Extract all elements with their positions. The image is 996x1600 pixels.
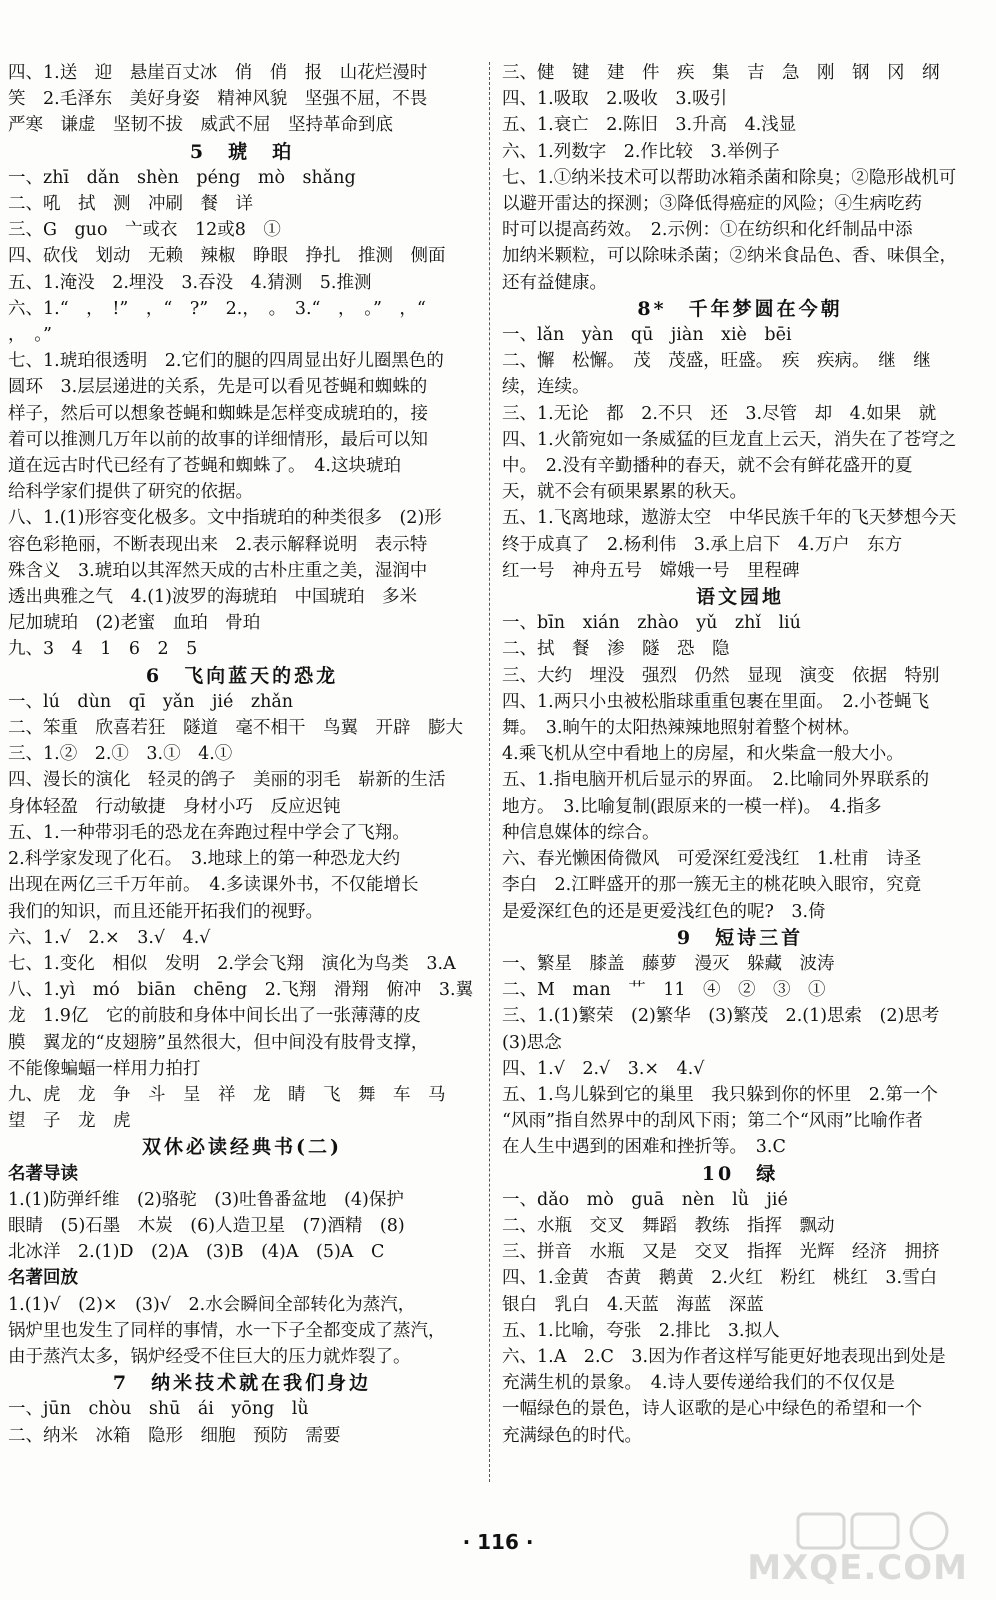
sub-heading: 名著导读: [8, 1163, 78, 1184]
section-heading: 8* 千年梦圆在今朝: [637, 297, 843, 320]
answer-line: 容色彩艳丽，不断表现出来 2.表示解释说明 表示特: [8, 534, 428, 555]
answer-line: 充满绿色的时代。: [502, 1425, 642, 1446]
answer-line: 红一号 神舟五号 嫦娥一号 里程碑: [502, 560, 800, 581]
answer-line: 五、1.淹没 2.埋没 3.吞没 4.猜测 5.推测: [8, 272, 372, 293]
answer-line: 五、1.指电脑开机后显示的界面。 2.比喻同外界联系的: [502, 770, 930, 791]
answer-line: 五、1.比喻，夸张 2.排比 3.拟人: [502, 1320, 780, 1341]
answer-line: 一、dǎo mò guā nèn lǜ jié: [502, 1189, 788, 1210]
answer-line: 地方。 3.比喻复制(跟原来的一模一样)。 4.指多: [502, 796, 882, 817]
answer-line: 三、G guo 亠或衣 12或8 ①: [8, 220, 281, 241]
answer-line: 李白 2.江畔盛开的那一簇无主的桃花映入眼帘，究竟: [502, 875, 922, 896]
section-heading: 5 琥 珀: [189, 140, 295, 163]
answer-line: 二、懈 松懈。 茂 茂盛，旺盛。 疾 疾病。 继 继: [502, 351, 931, 372]
answer-line: 八、1.yì mó biān chēng 2.飞翔 滑翔 俯冲 3.翼: [8, 980, 474, 1001]
answer-line: 2.科学家发现了化石。 3.地球上的第一种恐龙大约: [8, 849, 401, 870]
answer-line: 一、lǎn yàn qū jiàn xiè bēi: [502, 325, 792, 346]
answer-line: 银白 乳白 4.天蓝 海蓝 深蓝: [502, 1294, 764, 1315]
left-answer-column: [8, 60, 476, 1449]
answer-line: 4.乘飞机从空中看地上的房屋，和火柴盒一般大小。: [502, 744, 904, 765]
section-heading: 语文园地: [695, 586, 784, 609]
answer-line: 一幅绿色的景色，诗人讴歌的是心中绿色的希望和一个: [502, 1399, 922, 1420]
answer-line: 不能像蝙蝠一样用力拍打: [8, 1058, 201, 1079]
answer-line: 一、zhī dǎn shèn péng mò shǎng: [8, 167, 356, 188]
answer-line: 舞。 3.晌午的太阳热辣辣地照射着整个树林。: [502, 718, 860, 739]
answer-line: 龙 1.9亿 它的前肢和身体中间长出了一张薄薄的皮: [8, 1006, 421, 1027]
answer-line: 八、1.(1)形容变化极多。文中指琥珀的种类很多 (2)形: [8, 508, 442, 529]
answer-line: 尼加琥珀 (2)老蜜 血珀 骨珀: [8, 613, 261, 634]
answer-line: ， 。”: [8, 325, 52, 346]
watermark-logo: [747, 1508, 974, 1588]
answer-line: 我们的知识，而且还能开拓我们的视野。: [8, 901, 323, 922]
answer-line: 五、1.衰亡 2.陈旧 3.升高 4.浅显: [502, 115, 797, 136]
answer-line: 二、水瓶 交叉 舞蹈 教练 指挥 飘动: [502, 1215, 835, 1236]
answer-line: 六、1.√ 2.× 3.√ 4.√: [8, 927, 211, 948]
answer-line: 七、1.变化 相似 发明 2.学会飞翔 演化为鸟类 3.A: [8, 953, 456, 974]
answer-line: 四、1.两只小虫被松脂球重重包裹在里面。 2.小苍蝇飞: [502, 691, 930, 712]
watermark-text: MXQE.COM: [747, 1548, 968, 1588]
page-number: · 116 ·: [462, 1530, 534, 1554]
answer-line: 二、M man 艹 11 ④ ② ③ ①: [502, 980, 826, 1001]
answer-line: 二、纳米 冰箱 隐形 细胞 预防 需要: [8, 1425, 341, 1446]
answer-line: 还有益健康。: [502, 272, 607, 293]
answer-line: 望 子 龙 虎: [8, 1111, 131, 1132]
answer-line: 1.(1)防弹纤维 (2)骆驼 (3)吐鲁番盆地 (4)保护: [8, 1189, 404, 1210]
answer-line: 续，连续。: [502, 377, 590, 398]
answer-line: 以避开雷达的探测；③降低得癌症的风险；④生病吃药: [502, 194, 922, 215]
section-heading: 双休必读经典书(二): [142, 1136, 342, 1159]
answer-line: 九、3 4 1 6 2 5: [8, 639, 198, 660]
answer-line: 着可以推测几万年以前的故事的详细情形，最后可以知: [8, 429, 428, 450]
answer-line: 六、1.“ ， !” ，“ ?” 2.， 。 3.“ ， 。” ，“: [8, 298, 426, 319]
answer-line: 严寒 谦虚 坚韧不拔 威武不屈 坚持革命到底: [8, 115, 393, 136]
section-heading: 9 短诗三首: [676, 926, 804, 949]
answer-line: 六、春光懒困倚微风 可爱深红爱浅红 1.杜甫 诗圣: [502, 849, 922, 870]
answer-line: 二、吼 拭 测 冲刷 餐 详: [8, 194, 253, 215]
answer-line: 一、繁星 膝盖 藤萝 漫灭 躲藏 波涛: [502, 953, 835, 974]
answer-line: 身体轻盈 行动敏捷 身材小巧 反应迟钝: [8, 796, 341, 817]
answer-line: 1.(1)√ (2)× (3)√ 2.水会瞬间全部转化为蒸汽，: [8, 1294, 416, 1315]
answer-line: 七、1.①纳米技术可以帮助冰箱杀菌和除臭；②隐形战机可: [502, 167, 957, 188]
answer-line: 给科学家们提供了研究的依据。: [8, 482, 253, 503]
answer-line: 九、虎 龙 争 斗 呈 祥 龙 睛 飞 舞 车 马: [8, 1084, 446, 1105]
section-heading: 7 纳米技术就在我们身边: [112, 1372, 372, 1395]
answer-line: 三、1.② 2.① 3.① 4.①: [8, 744, 233, 765]
answer-line: 中。 2.没有辛勤播种的春天，就不会有鲜花盛开的夏: [502, 456, 913, 477]
answer-line: 充满生机的景象。 4.诗人要传递给我们的不仅仅是: [502, 1373, 895, 1394]
answer-line: 终于成真了 2.杨利伟 3.承上启下 4.万户 东方: [502, 534, 903, 555]
answer-line: 出现在两亿三千万年前。 4.多读课外书，不仅能增长: [8, 875, 419, 896]
answer-line: 天，就不会有硕果累累的秋天。: [502, 482, 747, 503]
answer-line: 种信息媒体的综合。: [502, 822, 660, 843]
answer-line: 四、漫长的演化 轻灵的鸽子 美丽的羽毛 崭新的生活: [8, 770, 446, 791]
answer-line: 五、1.鸟儿躲到它的巢里 我只躲到你的怀里 2.第一个: [502, 1084, 938, 1105]
answer-line: 在人生中遇到的困难和挫折等。 3.C: [502, 1137, 786, 1158]
answer-line: 五、1.飞离地球，遨游太空 中华民族千年的飞天梦想今天: [502, 508, 957, 529]
answer-line: 北冰洋 2.(1)D (2)A (3)B (4)A (5)A C: [8, 1242, 385, 1263]
answer-line: 四、1.吸取 2.吸收 3.吸引: [502, 89, 728, 110]
answer-line: 四、砍伐 划动 无赖 辣椒 睁眼 挣扎 推测 侧面: [8, 246, 446, 267]
answer-line: 四、1.√ 2.√ 3.× 4.√: [502, 1058, 705, 1079]
answer-line: “风雨”指自然界中的刮风下雨；第二个“风雨”比喻作者: [502, 1111, 923, 1132]
answer-line: 一、jūn chòu shū ái yōng lǜ: [8, 1399, 309, 1420]
answer-line: 五、1.一种带羽毛的恐龙在奔跑过程中学会了飞翔。: [8, 822, 410, 843]
answer-line: 六、1.列数字 2.作比较 3.举例子: [502, 141, 780, 162]
answer-line: 二、拭 餐 渗 隧 恐 隐: [502, 639, 730, 660]
answer-line: 圆环 3.层层递进的关系，先是可以看见苍蝇和蜘蛛的: [8, 377, 428, 398]
answer-line: 三、1.无论 都 2.不只 还 3.尽管 却 4.如果 就: [502, 403, 937, 424]
section-heading: 10 绿: [701, 1162, 779, 1185]
answer-line: 三、健 键 建 件 疾 集 吉 急 刚 钢 冈 纲: [502, 63, 940, 83]
answer-line: 时可以提高药效。 2.示例：①在纺织和化纤制品中添: [502, 220, 913, 241]
answer-line: (3)思念: [502, 1032, 562, 1053]
answer-line: 三、大约 埋没 强烈 仍然 显现 演变 依据 特别: [502, 665, 940, 686]
answer-line: 七、1.琥珀很透明 2.它们的腿的四周显出好儿圈黑色的: [8, 351, 444, 372]
answer-line: 四、1.金黄 杏黄 鹅黄 2.火红 粉红 桃红 3.雪白: [502, 1268, 938, 1289]
answer-line: 道在远古时代已经有了苍蝇和蜘蛛了。 4.这块琥珀: [8, 456, 401, 477]
answer-line: 一、lú dùn qī yǎn jié zhǎn: [8, 691, 294, 712]
answer-line: 加纳米颗粒，可以除味杀菌；②纳米食品色、香、味俱全，: [502, 246, 957, 267]
column-divider: [489, 62, 490, 1482]
answer-line: 三、1.(1)繁荣 (2)繁华 (3)繁茂 2.(1)思索 (2)思考: [502, 1006, 940, 1027]
answer-line: 三、拼音 水瓶 又是 交叉 指挥 光辉 经济 拥挤: [502, 1242, 940, 1263]
answer-line: 样子，然后可以想象苍蝇和蜘蛛是怎样变成琥珀的，接: [8, 403, 428, 424]
answer-line: 殊含义 3.琥珀以其浑然天成的古朴庄重之美，湿润中: [8, 560, 428, 581]
right-answer-column: [502, 60, 978, 1449]
answer-line: 四、1.火箭宛如一条威猛的巨龙直上云天，消失在了苍穹之: [502, 429, 957, 450]
answer-line: 由于蒸汽太多，锅炉经受不住巨大的压力就炸裂了。: [8, 1346, 411, 1367]
answer-line: 是爱深红色的还是更爱浅红色的呢? 3.倚: [502, 901, 826, 922]
answer-line: 眼睛 (5)石墨 木炭 (6)人造卫星 (7)酒精 (8): [8, 1215, 405, 1236]
answer-line: 二、笨重 欣喜若狂 隧道 毫不相干 鸟翼 开辟 膨大: [8, 718, 463, 739]
answer-line: 六、1.A 2.C 3.因为作者这样写能更好地表现出到处是: [502, 1346, 946, 1367]
answer-line: 四、1.送 迎 悬崖百丈冰 俏 俏 报 山花烂漫时: [8, 63, 428, 83]
sub-heading: 名著回放: [8, 1268, 78, 1289]
answer-line: 一、bīn xián zhào yǔ zhǐ liú: [502, 613, 801, 634]
answer-line: 膜 翼龙的“皮翅膀”虽然很大，但中间没有肢骨支撑，: [8, 1032, 429, 1053]
section-heading: 6 飞向蓝天的恐龙: [145, 664, 339, 687]
answer-line: 透出典雅之气 4.(1)波罗的海琥珀 中国琥珀 多米: [8, 587, 417, 608]
answer-line: 锅炉里也发生了同样的事情，水一下子全都变成了蒸汽，: [8, 1320, 446, 1341]
answer-line: 笑 2.毛泽东 美好身姿 精神风貌 坚强不屈，不畏: [8, 89, 428, 110]
